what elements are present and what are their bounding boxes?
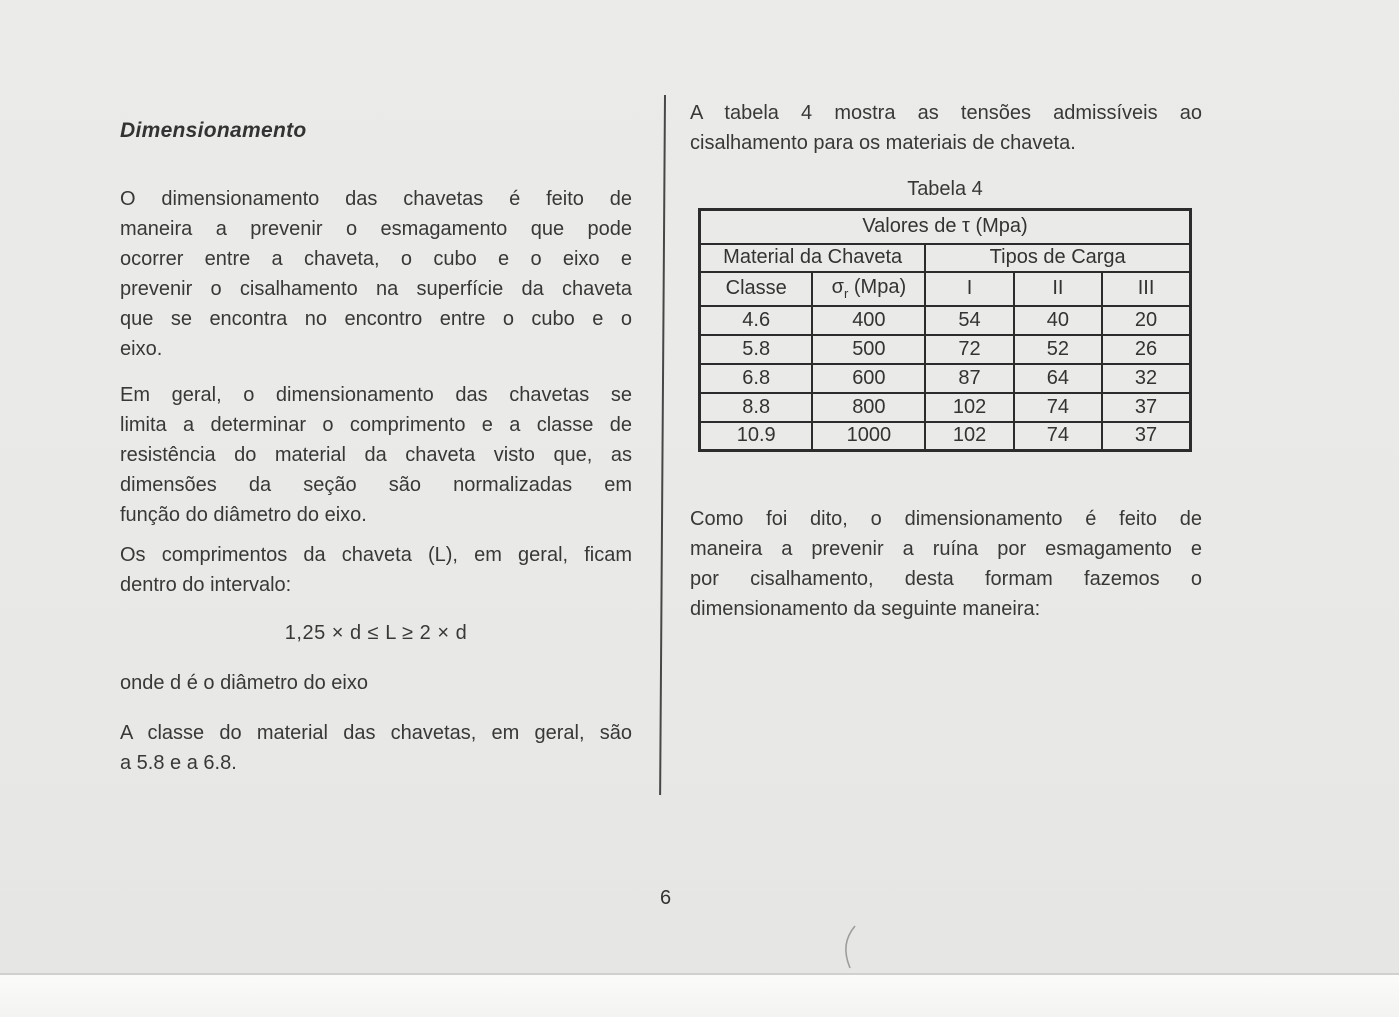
table-row	[700, 393, 1191, 422]
table-cell: 4.6	[700, 306, 813, 335]
text-line: O dimensionamento das chavetas é feito de	[120, 188, 632, 210]
load-type-cell: III	[1102, 272, 1190, 306]
table-cell: 1000	[812, 422, 925, 451]
table-cell: 52	[1014, 335, 1102, 364]
material-header-cell: Material da Chaveta	[700, 244, 926, 272]
table-cell: 800	[812, 393, 925, 422]
paragraph-table-intro	[690, 98, 1202, 158]
column-divider-line	[659, 95, 666, 795]
paragraph-material-class	[120, 718, 632, 778]
text-line: onde d é o diâmetro do eixo	[120, 672, 368, 694]
text-line: dimensões da seção são normalizadas em	[120, 474, 632, 496]
sigma-symbol: σ	[831, 276, 844, 298]
class-header-cell: Classe	[700, 272, 813, 306]
table-cell: 102	[925, 422, 1013, 451]
load-types-header-cell: Tipos de Carga	[925, 244, 1190, 272]
table-cell: 600	[812, 364, 925, 393]
scan-artifact-mark	[840, 924, 862, 970]
text-line: limita a determinar o comprimento e a classe de	[120, 414, 632, 436]
text-line: função do diâmetro do eixo.	[120, 504, 367, 526]
section-title: Dimensionamento	[120, 119, 307, 142]
table-row	[700, 306, 1191, 335]
table-cell: 8.8	[700, 393, 813, 422]
table-cell: 87	[925, 364, 1013, 393]
page-number: 6	[660, 887, 672, 909]
load-type-cell: II	[1014, 272, 1102, 306]
text-line: A classe do material das chavetas, em geral, são	[120, 722, 632, 744]
text-line: por cisalhamento, desta formam fazemos o	[690, 568, 1202, 590]
left-column	[120, 118, 632, 778]
paragraph-dimensioning	[120, 184, 632, 364]
tabela-4	[698, 208, 1192, 452]
table-cell: 37	[1102, 422, 1190, 451]
table-cell: 400	[812, 306, 925, 335]
load-type-cell: I	[925, 272, 1013, 306]
paragraph-closing	[690, 504, 1202, 624]
table-row	[700, 364, 1191, 393]
length-interval-formula: 1,25 × d ≤ L ≥ 2 × d	[284, 622, 468, 644]
table-cell: 6.8	[700, 364, 813, 393]
text-line: Como foi dito, o dimensionamento é feito de	[690, 508, 1202, 530]
paragraph-key-length	[120, 540, 632, 600]
table-caption: Tabela 4	[907, 178, 983, 200]
text-line: cisalhamento para os materiais de chaveta.	[690, 132, 1076, 154]
text-line: dimensionamento da seguinte maneira:	[690, 598, 1041, 620]
sigma-subscript: r	[843, 286, 849, 301]
table-cell: 40	[1014, 306, 1102, 335]
text-line: maneira a prevenir a ruína por esmagamento e	[690, 538, 1202, 560]
table-cell: 37	[1102, 393, 1190, 422]
table-cell: 500	[812, 335, 925, 364]
paragraph-general-rule	[120, 380, 632, 530]
text-line: maneira a prevenir o esmagamento que pode	[120, 218, 632, 240]
table-title-cell: Valores de τ (Mpa)	[700, 210, 1191, 244]
table-cell: 5.8	[700, 335, 813, 364]
right-column	[690, 98, 1202, 624]
table-cell: 74	[1014, 422, 1102, 451]
text-line: resistência do material da chaveta visto que, as	[120, 444, 632, 466]
table-row	[700, 335, 1191, 364]
text-line: a 5.8 e a 6.8.	[120, 752, 237, 774]
scanner-edge-band	[0, 973, 1399, 1017]
table-cell: 102	[925, 393, 1013, 422]
text-line: Em geral, o dimensionamento das chavetas se	[120, 384, 632, 406]
table-cell: 74	[1014, 393, 1102, 422]
text-line: prevenir o cisalhamento na superfície da chaveta	[120, 278, 632, 300]
table-cell: 32	[1102, 364, 1190, 393]
text-line: dentro do intervalo:	[120, 574, 292, 596]
table-cell: 26	[1102, 335, 1190, 364]
sigma-unit: (Mpa)	[848, 276, 907, 298]
table-row	[700, 422, 1191, 451]
sigma-header-cell	[812, 272, 925, 306]
paragraph-diameter-note	[120, 668, 632, 698]
table-cell: 54	[925, 306, 1013, 335]
text-line: Os comprimentos da chaveta (L), em geral, ficam	[120, 544, 632, 566]
table-cell: 10.9	[700, 422, 813, 451]
table-cell: 64	[1014, 364, 1102, 393]
text-line: ocorrer entre a chaveta, o cubo e o eixo e	[120, 248, 632, 270]
text-line: que se encontra no encontro entre o cubo e o	[120, 308, 632, 330]
text-line: eixo.	[120, 338, 163, 360]
table-cell: 20	[1102, 306, 1190, 335]
table-cell: 72	[925, 335, 1013, 364]
text-line: A tabela 4 mostra as tensões admissíveis ao	[690, 102, 1202, 124]
